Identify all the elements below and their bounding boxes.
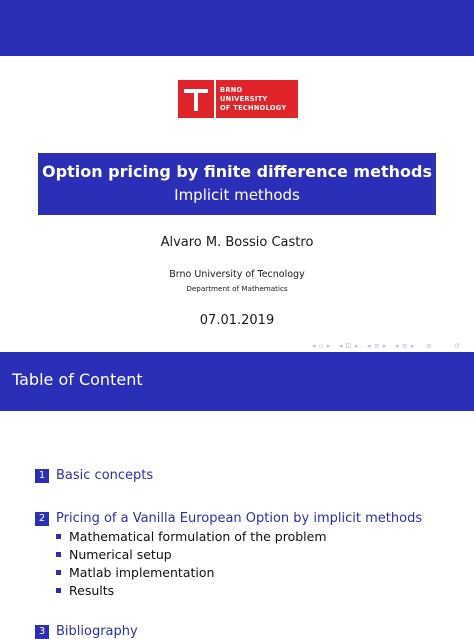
toc-section-2[interactable]	[35, 511, 422, 526]
subsection-label: Numerical setup	[69, 547, 172, 562]
nav-outline-icon[interactable]: ≡	[426, 342, 433, 350]
nav-section-icon[interactable]: ◂ ≡ ▸	[367, 342, 387, 350]
toc-slide	[0, 352, 474, 639]
toc-subsection-2-2[interactable]	[56, 547, 172, 562]
square-bullet-icon	[56, 534, 61, 539]
presentation-date: 07.01.2019	[199, 313, 275, 328]
presentation-title: Option pricing by finite difference methods	[42, 162, 432, 181]
nav-subsection-icon[interactable]: ◂ ⊡ ▸	[339, 342, 359, 350]
logo-line-3: OF TECHNOLOGY	[220, 103, 287, 112]
square-bullet-icon	[56, 552, 61, 557]
logo-line-1: BRNO	[220, 85, 243, 94]
toc-subsection-2-4[interactable]	[56, 583, 114, 598]
subsection-label: Matlab implementation	[69, 565, 215, 580]
university-logo	[178, 80, 298, 118]
square-bullet-icon	[56, 570, 61, 575]
square-bullet-icon	[56, 588, 61, 593]
section-number: 3	[35, 625, 49, 639]
frame-title: Table of Content	[12, 370, 143, 389]
logo-line-2: UNIVERSITY	[220, 94, 268, 103]
header-bar	[0, 0, 474, 56]
nav-search-back-icon[interactable]: ↺	[454, 342, 461, 350]
nav-frame-icon[interactable]: ◂ ▫ ▸	[312, 342, 331, 350]
toc-subsection-2-1[interactable]	[56, 529, 327, 544]
section-label: Basic concepts	[56, 468, 154, 483]
logo-wordmark	[216, 80, 298, 118]
department: Department of Mathematics	[186, 284, 288, 293]
presentation-subtitle: Implicit methods	[174, 186, 300, 204]
institution: Brno University of Tecnology	[169, 269, 305, 280]
toc-section-1[interactable]	[35, 468, 153, 483]
title-box	[38, 153, 436, 215]
frame-title-bar	[0, 352, 474, 411]
subsection-label: Mathematical formulation of the problem	[69, 529, 327, 544]
section-label: Pricing of a Vanilla European Option by implicit methods	[56, 511, 423, 526]
nav-document-icon[interactable]: ◂ ≡ ▸	[395, 342, 415, 350]
subsection-label: Results	[69, 583, 115, 598]
logo-t-icon	[178, 80, 214, 118]
section-number: 1	[35, 469, 49, 483]
section-label: Bibliography	[56, 624, 138, 639]
section-number: 2	[35, 512, 49, 526]
toc-subsection-2-3[interactable]	[56, 565, 214, 580]
author-name: Alvaro M. Bossio Castro	[160, 235, 314, 250]
